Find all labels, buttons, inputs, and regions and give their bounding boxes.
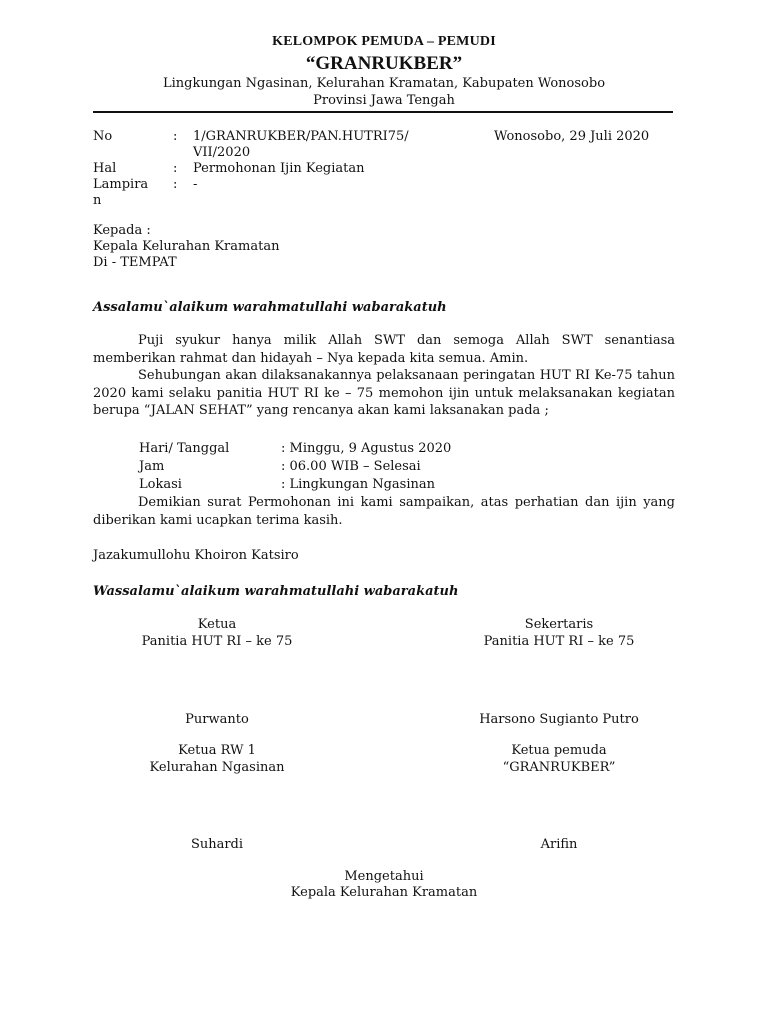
org-title: KELOMPOK PEMUDA – PEMUDI — [272, 34, 496, 49]
lampiran-colon: : — [173, 177, 178, 192]
acknowledge-title: Mengetahui — [344, 869, 424, 884]
secretary-title: Sekertaris — [524, 617, 594, 632]
detail-value-time: : 06.00 WIB – Selesai — [281, 459, 421, 474]
hal-value: Permohonan Ijin Kegiatan — [193, 161, 365, 176]
detail-label-time: Jam — [139, 459, 165, 474]
youth-head-sub: “GRANRUKBER” — [502, 760, 616, 775]
detail-label-location: Lokasi — [139, 477, 182, 492]
rw-head-title: Ketua RW 1 — [178, 743, 256, 758]
detail-value-location: : Lingkungan Ngasinan — [281, 477, 435, 492]
address-line-1: Lingkungan Ngasinan, Kelurahan Kramatan, Kabupaten Wonosobo — [162, 76, 606, 91]
no-value-line-2: VII/2020 — [193, 145, 251, 160]
detail-value-date: : Minggu, 9 Agustus 2020 — [281, 441, 452, 456]
org-name: “GRANRUKBER” — [305, 53, 463, 74]
address-line-2: Provinsi Jawa Tengah — [313, 93, 455, 108]
chair-committee: Panitia HUT RI – ke 75 — [141, 634, 293, 649]
detail-label-date: Hari/ Tanggal — [139, 441, 230, 456]
secretary-committee: Panitia HUT RI – ke 75 — [483, 634, 635, 649]
youth-head-name: Arifin — [540, 837, 578, 852]
secretary-name: Harsono Sugianto Putro — [479, 712, 639, 727]
signature-rw-head — [92, 742, 342, 776]
closing-phrase: Jazakumullohu Khoiron Katsiro — [93, 548, 299, 563]
paragraph-3: Demikian surat Permohonan ini kami sampaikan, atas perhatian dan ijin yang diberikan kami ucapkan terima kasih. — [93, 495, 675, 528]
acknowledge-sub: Kepala Kelurahan Kramatan — [290, 885, 478, 900]
lampiran-label-line-2: n — [93, 193, 102, 208]
no-value-line-1: 1/GRANRUKBER/PAN.HUTRI75/ — [193, 129, 409, 144]
no-label: No — [93, 129, 113, 144]
recipient-line-2: Kepala Kelurahan Kramatan — [93, 239, 280, 254]
paragraph-2: Sehubungan akan dilaksanakannya pelaksanaan peringatan HUT RI Ke-75 tahun 2020 kami selaku panitia HUT RI ke – 75 memohon ijin untuk melaksanakan kegiatan berupa “JALAN SEHAT” yang rencanya akan kami laksanakan pada ; — [93, 368, 675, 418]
rw-head-name: Suhardi — [190, 837, 244, 852]
opening-greeting: Assalamu`alaikum warahmatullahi wabarakatuh — [93, 300, 447, 315]
recipient-line-3: Di - TEMPAT — [93, 255, 177, 270]
header-divider — [93, 111, 673, 113]
rw-head-sub: Kelurahan Ngasinan — [149, 760, 285, 775]
signature-chair — [92, 616, 342, 650]
chair-title: Ketua — [197, 617, 237, 632]
place-date: Wonosobo, 29 Juli 2020 — [494, 129, 650, 144]
recipient-line-1: Kepada : — [93, 223, 151, 238]
hal-label: Hal — [93, 161, 117, 176]
youth-head-title: Ketua pemuda — [511, 743, 607, 758]
chair-name: Purwanto — [185, 712, 249, 727]
closing-greeting: Wassalamu`alaikum warahmatullahi wabarakatuh — [93, 584, 459, 599]
lampiran-label-line-1: Lampira — [93, 177, 149, 192]
signature-youth-head — [434, 742, 684, 776]
paragraph-1: Puji syukur hanya milik Allah SWT dan semoga Allah SWT senantiasa memberikan rahmat dan hidayah – Nya kepada kita semua. Amin. — [93, 333, 675, 366]
signature-secretary — [434, 616, 684, 650]
lampiran-value: - — [193, 177, 198, 192]
no-colon: : — [173, 129, 178, 144]
hal-colon: : — [173, 161, 178, 176]
